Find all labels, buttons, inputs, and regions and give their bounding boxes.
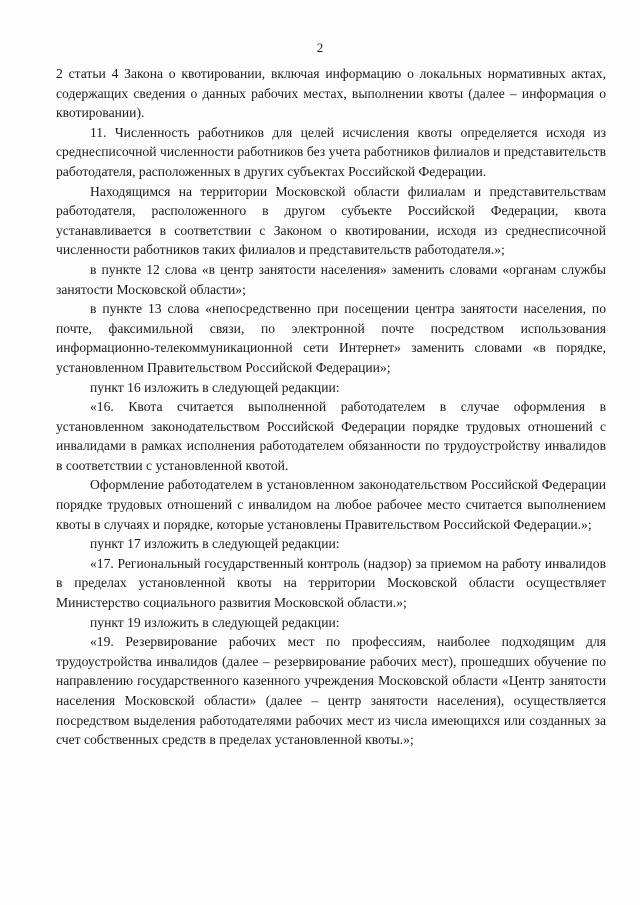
paragraph-item-19: «19. Резервирование рабочих мест по профессиям, наиболее подходящим для трудоустройства инвалидов (далее – резервирование рабочих мест), прошедших обучение по направлению государственного казенного учреждения Московской области «Центр занятости населения Московской области» (далее – центр занятости населения), осуществляется посредством выделения работодателями рабочих мест из числа имеющихся или созданных за счет собственных средств в пределах установленной квоты.»; — [56, 634, 606, 748]
paragraph-formalization: Оформление работодателем в установленном законодательством Российской Федерации порядке трудовых отношений с инвалидом на любое рабочее место считается выполнением квоты в случаях и порядке, которые установлены Правительством Российской Федерации.»; — [56, 477, 606, 532]
page-number: 2 — [316, 40, 324, 55]
document-body — [56, 64, 606, 750]
paragraph-continuation: 2 статьи 4 Закона о квотировании, включая информацию о локальных нормативных актах, содержащих сведения о данных рабочих местах, выполнении квоты (далее – информация о квотировании). — [56, 66, 606, 121]
paragraph-branches: Находящимся на территории Московской области филиалам и представительствам работодателя, расположенного в другом субъекте Российской Федерации, квота устанавливается в соответствии с Законом о квотировании, исходя из среднесписочной численности работников таких филиалов и представительств работодателя.»; — [56, 183, 606, 258]
paragraph-item-16: «16. Квота считается выполненной работодателем в случае оформления в установленном законодательством Российской Федерации порядке трудовых отношений с инвалидами в рамках исполнения работодателем обязанности по трудоустройству инвалидов в соответствии с установленной квотой. — [56, 399, 606, 473]
paragraph-item-17: «17. Региональный государственный контроль (надзор) за приемом на работу инвалидов в пределах установленной квоты на территории Московской области осуществляет Министерство социального развития Московской области.»; — [56, 555, 606, 611]
paragraph-point-16-intro: пункт 16 изложить в следующей редакции: — [90, 379, 340, 395]
paragraph-point-19-intro: пункт 19 изложить в следующей редакции: — [90, 614, 340, 630]
paragraph-point-12: в пункте 12 слова «в центр занятости населения» заменить словами «органам службы занятости Московской области»; — [56, 261, 606, 297]
paragraph-point-17-intro: пункт 17 изложить в следующей редакции: — [90, 536, 340, 552]
paragraph-item-11: 11. Численность работников для целей исчисления квоты определяется исходя из среднесписочной численности работников без учета работников филиалов и представительств работодателя, расположенных в других субъектах Российской Федерации. — [56, 124, 606, 179]
paragraph-point-13: в пункте 13 слова «непосредственно при посещении центра занятости населения, по почте, факсимильной связи, по электронной почте посредством использования информационно-телекоммуникационной сети Интернет» заменить словами «в порядке, установленном Правительством Российской Федерации»; — [56, 301, 606, 375]
